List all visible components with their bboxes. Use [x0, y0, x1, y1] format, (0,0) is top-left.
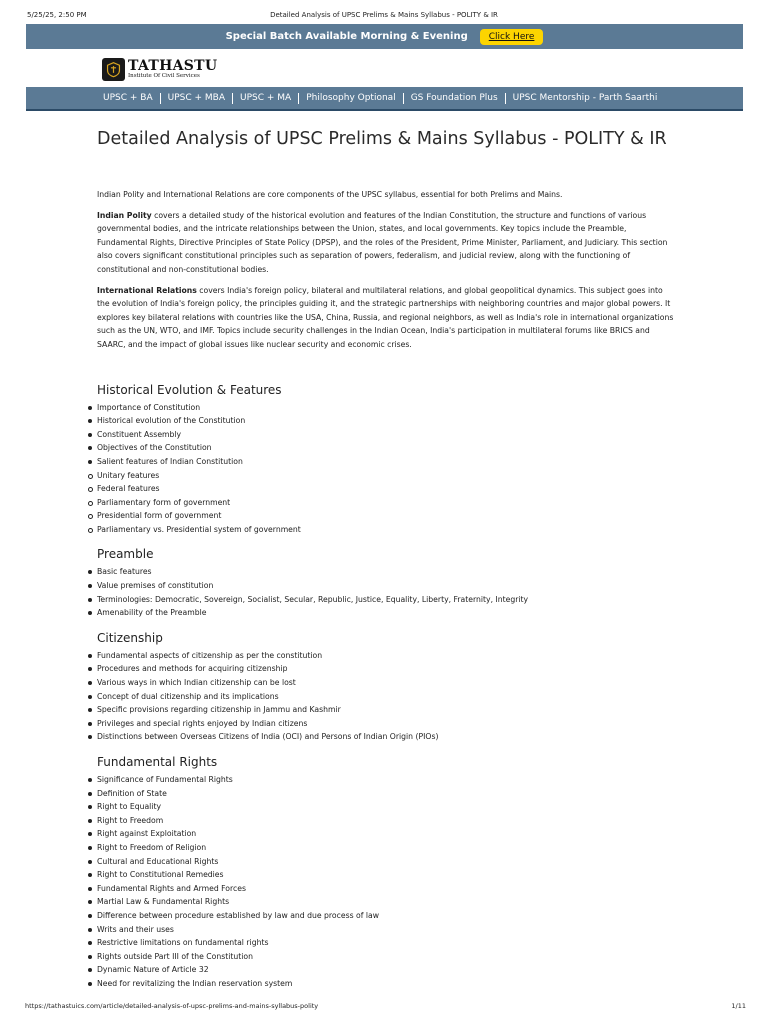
list-item: Martial Law & Fundamental Rights [88, 895, 675, 909]
list-item: Concept of dual citizenship and its implications [88, 690, 675, 704]
list-item: Cultural and Educational Rights [88, 855, 675, 869]
intro-paragraph: Indian Polity and International Relations are core components of the UPSC syllabus, essential for both Prelims and Mains. [97, 190, 563, 199]
logo-name: TATHASTU [128, 57, 218, 74]
list-item: Presidential form of government [88, 509, 675, 523]
list-item: Terminologies: Democratic, Sovereign, Socialist, Secular, Republic, Justice, Equality, Liberty, Fraternity, Integrity [88, 593, 675, 607]
list-item: Dynamic Nature of Article 32 [88, 963, 675, 977]
section-title: Citizenship [97, 630, 163, 645]
list-item: Right to Constitutional Remedies [88, 868, 675, 882]
print-url: https://tathastuics.com/article/detailed-analysis-of-upsc-prelims-and-mains-syllabus-polity [25, 1002, 319, 1010]
list-item: Parliamentary vs. Presidential system of government [88, 523, 675, 537]
nav-item-gs-foundation-plus[interactable]: GS Foundation Plus [404, 93, 506, 104]
section-list [88, 649, 675, 744]
nav-item-upsc-mba[interactable]: UPSC + MBA [161, 93, 233, 104]
article [97, 128, 675, 991]
polity-paragraph [97, 209, 675, 277]
list-item: Writs and their uses [88, 923, 675, 937]
print-datetime: 5/25/25, 2:50 PM [27, 11, 87, 19]
page-number: 1/11 [731, 1002, 746, 1010]
list-item: Salient features of Indian Constitution [88, 455, 675, 469]
list-item: Fundamental aspects of citizenship as per the constitution [88, 649, 675, 663]
promo-banner [26, 24, 743, 49]
list-item: Specific provisions regarding citizenship in Jammu and Kashmir [88, 703, 675, 717]
list-item: Value premises of constitution [88, 579, 675, 593]
syllabus-sections [97, 382, 675, 991]
promo-text: Special Batch Available Morning & Evening [225, 31, 468, 42]
list-item: Distinctions between Overseas Citizens of India (OCI) and Persons of Indian Origin (PIOs) [88, 730, 675, 744]
logo-tagline: Institute Of Civil Services [128, 72, 200, 79]
section-title: Fundamental Rights [97, 755, 218, 769]
list-item: Federal features [88, 482, 675, 496]
polity-label: Indian Polity [97, 210, 152, 220]
nav-item-upsc-mentorship[interactable]: UPSC Mentorship - Parth Saarthi [512, 92, 658, 103]
list-item: Basic features [88, 565, 675, 579]
nav-item-philosophy-optional[interactable]: Philosophy Optional [299, 93, 404, 104]
list-item: Importance of Constitution [88, 401, 675, 415]
list-item: Right to Freedom [88, 814, 675, 828]
list-item: Need for revitalizing the Indian reservation system [88, 977, 675, 991]
click-here-button[interactable]: Click Here [480, 29, 544, 45]
list-item: Historical evolution of the Constitution [88, 414, 675, 428]
list-item: Various ways in which Indian citizenship can be lost [88, 676, 675, 690]
list-item: Procedures and methods for acquiring citizenship [88, 662, 675, 676]
site-logo[interactable] [102, 58, 217, 81]
list-item: Right to Equality [88, 800, 675, 814]
ir-label: International Relations [97, 285, 197, 295]
ir-paragraph [97, 284, 675, 352]
print-doc-title: Detailed Analysis of UPSC Prelims & Mains Syllabus - POLITY & IR [270, 11, 498, 19]
section-title: Preamble [97, 547, 154, 562]
ir-text: covers India's foreign policy, bilateral and multilateral relations, and global geopolitical dynamics. This subject goes into the evolution of India's foreign policy, the principles guiding it, and the strategic partnerships with neighboring countries and major global powers. It explores key bilateral relations with countries like the USA, China, Russia, and regional neighbors, as well as India's role in international organizations such as the UN, WTO, and IMF. Topics include security challenges in the Indian Ocean, India's participation in multilateral forums like BRICS and SAARC, and the impact of global issues like nuclear security and economic crises. [97, 285, 674, 349]
section-title: Historical Evolution & Features [97, 382, 282, 397]
section-list [88, 401, 675, 537]
logo-emblem-icon [102, 58, 125, 81]
brand-bar [26, 49, 743, 87]
list-item: Significance of Fundamental Rights [88, 773, 675, 787]
main-nav [26, 87, 743, 111]
list-item: Amenability of the Preamble [88, 606, 675, 620]
list-item: Privileges and special rights enjoyed by Indian citizens [88, 717, 675, 731]
list-item: Fundamental Rights and Armed Forces [88, 882, 675, 896]
list-item: Parliamentary form of government [88, 496, 675, 510]
site-header [26, 24, 743, 111]
print-header [0, 11, 768, 23]
list-item: Rights outside Part III of the Constitution [88, 950, 675, 964]
list-item: Definition of State [88, 787, 675, 801]
list-item: Right to Freedom of Religion [88, 841, 675, 855]
nav-item-upsc-ba[interactable]: UPSC + BA [96, 93, 161, 104]
list-item: Restrictive limitations on fundamental rights [88, 936, 675, 950]
list-item: Right against Exploitation [88, 827, 675, 841]
list-item: Difference between procedure established by law and due process of law [88, 909, 675, 923]
list-item: Objectives of the Constitution [88, 441, 675, 455]
section-list [88, 565, 675, 619]
polity-text: covers a detailed study of the historical evolution and features of the Indian Constitution, the structure and functions of various governmental bodies, and the intricate relationships between the Union, states, and local governments. Key topics include the Preamble, Fundamental Rights, Directive Principles of State Policy (DPSP), and the roles of the President, Prime Minister, Parliament, and Judiciary. This section also covers significant constitutional principles such as separation of powers, federalism, and judicial review, along with the functioning of constitutional and non-constitutional bodies. [97, 210, 668, 274]
list-item: Unitary features [88, 469, 675, 483]
nav-item-upsc-ma[interactable]: UPSC + MA [233, 93, 299, 104]
list-item: Constituent Assembly [88, 428, 675, 442]
section-list [88, 773, 675, 991]
page-title: Detailed Analysis of UPSC Prelims & Mains Syllabus - POLITY & IR [97, 129, 667, 149]
